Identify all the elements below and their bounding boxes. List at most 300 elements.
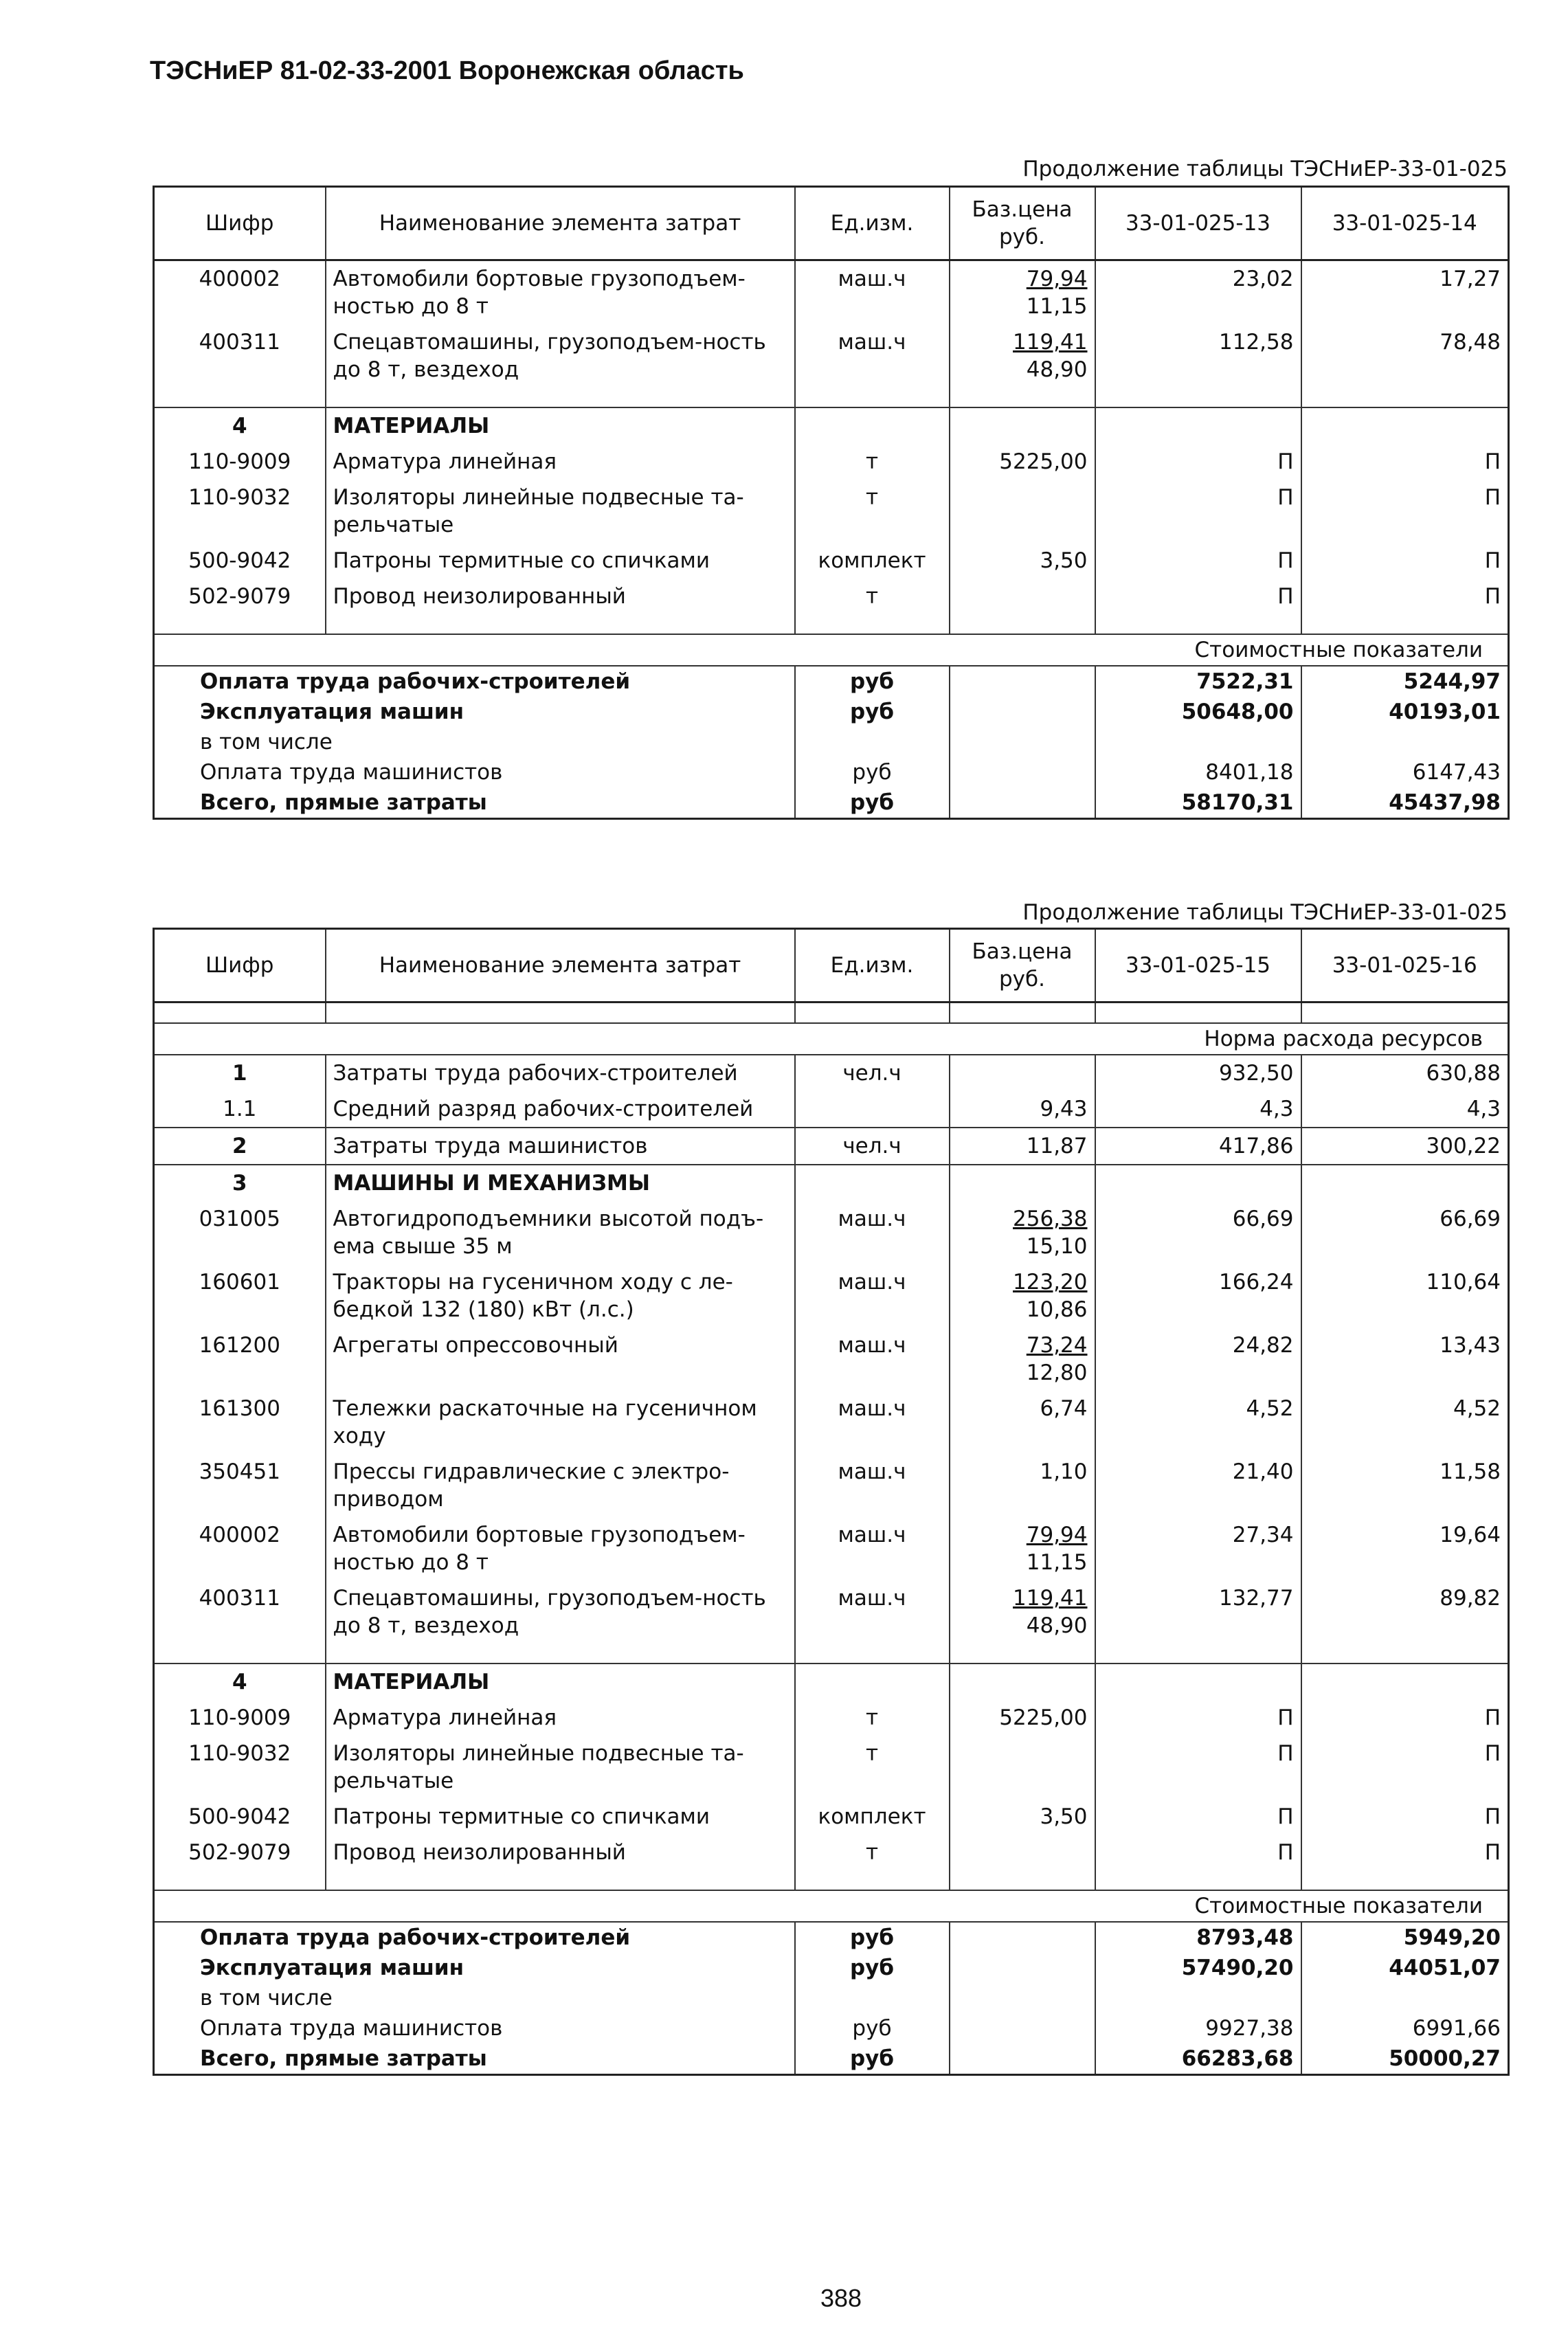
summary-name: Оплата труда рабочих-строителей <box>154 666 795 697</box>
summary-row <box>154 757 1509 787</box>
table-row <box>154 480 1509 543</box>
price-total: 123,20 <box>1013 1270 1088 1295</box>
empty-cell <box>1095 614 1301 634</box>
value-col-a: П <box>1095 579 1301 614</box>
empty-cell <box>950 1003 1095 1024</box>
resource-unit: маш.ч <box>795 1391 950 1454</box>
summary-col-b: 45437,98 <box>1301 787 1509 819</box>
resource-unit: чел.ч <box>795 1128 950 1165</box>
empty-cell <box>950 407 1095 444</box>
value-col-a: 112,58 <box>1095 324 1301 388</box>
section-label: Норма расхода ресурсов <box>326 1023 1509 1055</box>
empty-cell <box>1095 1870 1301 1890</box>
empty-cell <box>1301 1165 1509 1201</box>
resource-table-1 <box>153 186 1510 820</box>
table-row <box>154 1201 1509 1264</box>
value-col-a: П <box>1095 1835 1301 1870</box>
value-col-a: 66,69 <box>1095 1201 1301 1264</box>
summary-name: Оплата труда машинистов <box>200 2016 503 2041</box>
table-header-row <box>154 187 1509 260</box>
header-col-a: 33-01-025-13 <box>1095 187 1301 260</box>
summary-row <box>154 787 1509 819</box>
table-row <box>154 1580 1509 1644</box>
value-col-b: П <box>1301 1736 1509 1799</box>
resource-name: Спецавтомашины, грузоподъем-ность до 8 т, вездеход <box>326 324 795 388</box>
summary-name: Эксплуатация машин <box>200 699 464 724</box>
resource-unit: маш.ч <box>795 1328 950 1391</box>
header-unit: Ед.изм. <box>795 929 950 1003</box>
summary-unit: руб <box>795 787 950 819</box>
empty-cell <box>326 1003 795 1024</box>
summary-unit: руб <box>795 1922 950 1953</box>
summary-col-a: 9927,38 <box>1095 2013 1301 2043</box>
resource-name: Изоляторы линейные подвесные та-рельчатые <box>326 480 795 543</box>
empty-cell <box>950 1922 1095 1953</box>
table-row <box>154 1091 1509 1128</box>
section-row <box>154 1664 1509 1700</box>
resource-code: 400311 <box>199 330 280 355</box>
summary-unit: руб <box>795 2043 950 2075</box>
empty-cell <box>326 614 795 634</box>
price-fraction <box>1013 1584 1087 1639</box>
value-col-b: 78,48 <box>1301 324 1509 388</box>
price-total: 119,41 <box>1013 330 1088 355</box>
summary-col-a <box>1095 1983 1301 2013</box>
resource-code: 500-9042 <box>188 548 291 573</box>
resource-price <box>950 1264 1095 1328</box>
value-col-a: 4,3 <box>1095 1091 1301 1128</box>
resource-name: Затраты труда машинистов <box>326 1128 795 1165</box>
empty-cell <box>154 1003 326 1024</box>
resource-code: 502-9079 <box>188 584 291 609</box>
empty-cell <box>326 1644 795 1664</box>
table-row <box>154 1128 1509 1165</box>
value-col-b: 110,64 <box>1301 1264 1509 1328</box>
resource-name: Спецавтомашины, грузоподъем-ность до 8 т, вездеход <box>326 1580 795 1644</box>
empty-cell <box>154 1644 326 1664</box>
empty-cell <box>950 2043 1095 2075</box>
price-total: 79,94 <box>1026 267 1088 291</box>
price-fraction <box>1040 1395 1087 1422</box>
resource-unit: т <box>795 1835 950 1870</box>
price-fraction <box>1040 1458 1087 1486</box>
price-labor: 12,80 <box>1026 1360 1088 1385</box>
resource-unit: маш.ч <box>795 1201 950 1264</box>
table2-continuation: Продолжение таблицы ТЭСНиЕР-33-01-025 <box>1022 900 1508 925</box>
resource-unit: т <box>795 579 950 614</box>
header-name: Наименование элемента затрат <box>326 929 795 1003</box>
empty-cell <box>1095 407 1301 444</box>
summary-name: Оплата труда машинистов <box>200 760 503 785</box>
resource-name: Затраты труда рабочих-строителей <box>326 1055 795 1091</box>
resource-unit: чел.ч <box>795 1055 950 1091</box>
resource-code: 502-9079 <box>188 1840 291 1865</box>
price-labor: 6,74 <box>1040 1396 1088 1421</box>
table-row <box>154 579 1509 614</box>
resource-price <box>950 1055 1095 1091</box>
header-col-a: 33-01-025-15 <box>1095 929 1301 1003</box>
empty-cell <box>950 787 1095 819</box>
resource-price: 9,43 <box>950 1091 1095 1128</box>
value-col-b: 13,43 <box>1301 1328 1509 1391</box>
summary-name: в том числе <box>200 730 333 754</box>
value-col-a: 24,82 <box>1095 1328 1301 1391</box>
price-fraction <box>1013 1268 1087 1323</box>
value-col-b: П <box>1301 1700 1509 1736</box>
empty-cell <box>326 388 795 407</box>
empty-cell <box>950 1983 1095 2013</box>
price-fraction <box>1013 1205 1087 1260</box>
spacer-row <box>154 1870 1509 1890</box>
value-col-b: 4,52 <box>1301 1391 1509 1454</box>
value-col-a: 27,34 <box>1095 1517 1301 1580</box>
resource-name: Автогидроподъемники высотой подъ-ема свыше 35 м <box>326 1201 795 1264</box>
resource-name: Прессы гидравлические с электро-приводом <box>326 1454 795 1517</box>
empty-cell <box>1301 614 1509 634</box>
empty-cell <box>950 666 1095 697</box>
summary-name: Эксплуатация машин <box>200 1956 464 1980</box>
summary-row <box>154 1983 1509 2013</box>
header-col-b: 33-01-025-16 <box>1301 929 1509 1003</box>
summary-col-a: 50648,00 <box>1095 697 1301 727</box>
empty-cell <box>1301 1664 1509 1700</box>
summary-unit: руб <box>795 697 950 727</box>
value-col-b: 66,69 <box>1301 1201 1509 1264</box>
section-name: МАШИНЫ И МЕХАНИЗМЫ <box>326 1165 795 1201</box>
empty-cell <box>1301 1870 1509 1890</box>
resource-unit: т <box>795 1700 950 1736</box>
empty-cell <box>1301 1003 1509 1024</box>
summary-unit: руб <box>795 1953 950 1983</box>
resource-price <box>950 1517 1095 1580</box>
resource-name: Агрегаты опрессовочный <box>326 1328 795 1391</box>
empty-cell <box>950 1644 1095 1664</box>
spacer-row <box>154 614 1509 634</box>
summary-col-b <box>1301 1983 1509 2013</box>
empty-cell <box>1095 1664 1301 1700</box>
resource-unit: комплект <box>795 543 950 579</box>
resource-unit: маш.ч <box>795 324 950 388</box>
table-row <box>154 1264 1509 1328</box>
value-col-b: П <box>1301 1799 1509 1835</box>
resource-unit: маш.ч <box>795 1454 950 1517</box>
value-col-b: 630,88 <box>1301 1055 1509 1091</box>
value-col-b: П <box>1301 579 1509 614</box>
resource-unit: маш.ч <box>795 260 950 325</box>
table-header-row <box>154 929 1509 1003</box>
header-price: Баз.цена руб. <box>950 187 1095 260</box>
summary-col-b: 6991,66 <box>1301 2013 1509 2043</box>
resource-code: 161300 <box>199 1396 280 1421</box>
value-col-b: П <box>1301 1835 1509 1870</box>
resource-name: Средний разряд рабочих-строителей <box>326 1091 795 1128</box>
table1-continuation: Продолжение таблицы ТЭСНиЕР-33-01-025 <box>1022 157 1508 181</box>
section-row <box>154 407 1509 444</box>
summary-unit: руб <box>795 757 950 787</box>
price-fraction <box>1027 265 1088 320</box>
table-row <box>154 1700 1509 1736</box>
value-col-b: 4,3 <box>1301 1091 1509 1128</box>
value-col-a: П <box>1095 1799 1301 1835</box>
empty-cell <box>1301 407 1509 444</box>
resource-price <box>950 260 1095 325</box>
summary-row <box>154 697 1509 727</box>
value-col-b: П <box>1301 543 1509 579</box>
section-row <box>154 1165 1509 1201</box>
empty-cell <box>950 388 1095 407</box>
summary-col-a: 58170,31 <box>1095 787 1301 819</box>
table-row <box>154 260 1509 325</box>
resource-price: 3,50 <box>950 1799 1095 1835</box>
cost-indicators-label <box>154 1890 1509 1922</box>
empty-cell <box>950 1165 1095 1201</box>
price-total: 119,41 <box>1013 1586 1088 1611</box>
section-name: МАТЕРИАЛЫ <box>326 407 795 444</box>
header-unit: Ед.изм. <box>795 187 950 260</box>
summary-col-b: 44051,07 <box>1301 1953 1509 1983</box>
summary-unit: руб <box>795 666 950 697</box>
resource-name: Арматура линейная <box>326 444 795 480</box>
summary-row <box>154 2013 1509 2043</box>
table-row <box>154 1055 1509 1091</box>
table-row <box>154 1328 1509 1391</box>
resource-code: 1.1 <box>223 1097 257 1121</box>
summary-row <box>154 727 1509 757</box>
resource-price <box>950 324 1095 388</box>
empty-cell <box>950 697 1095 727</box>
summary-name: Всего, прямые затраты <box>200 2046 487 2071</box>
cost-indicators-label <box>154 634 1509 666</box>
resource-price <box>950 480 1095 543</box>
resource-code: 400002 <box>199 1523 280 1547</box>
table-row <box>154 1835 1509 1870</box>
empty-cell <box>795 614 950 634</box>
resource-price <box>950 1391 1095 1454</box>
section-code: 4 <box>154 407 326 444</box>
table-row <box>154 1391 1509 1454</box>
price-labor: 48,90 <box>1026 357 1088 382</box>
spacer-row <box>154 1644 1509 1664</box>
empty-cell <box>1301 388 1509 407</box>
price-fraction <box>1027 1332 1088 1387</box>
price-labor: 10,86 <box>1026 1297 1088 1322</box>
summary-col-a: 57490,20 <box>1095 1953 1301 1983</box>
page-number: 388 <box>820 2284 862 2312</box>
resource-price <box>950 1454 1095 1517</box>
resource-name: Патроны термитные со спичками <box>326 543 795 579</box>
value-col-a: 132,77 <box>1095 1580 1301 1644</box>
empty-cell <box>795 388 950 407</box>
empty-cell <box>1095 1644 1301 1664</box>
summary-col-a: 8793,48 <box>1095 1922 1301 1953</box>
section-name: МАТЕРИАЛЫ <box>326 1664 795 1700</box>
resource-name: Провод неизолированный <box>326 1835 795 1870</box>
header-price: Баз.цена руб. <box>950 929 1095 1003</box>
resource-code: 1 <box>154 1055 326 1091</box>
empty-cell <box>795 1664 950 1700</box>
empty-cell <box>950 1953 1095 1983</box>
resource-code: 110-9032 <box>188 1741 291 1766</box>
value-col-a: 21,40 <box>1095 1454 1301 1517</box>
summary-col-b: 5244,97 <box>1301 666 1509 697</box>
resource-name: Автомобили бортовые грузоподъем-ностью до 8 т <box>326 260 795 325</box>
summary-unit <box>795 727 950 757</box>
empty-cell <box>795 1644 950 1664</box>
price-total: 79,94 <box>1026 1523 1088 1547</box>
resource-price: 5225,00 <box>950 444 1095 480</box>
summary-row <box>154 1953 1509 1983</box>
price-fraction <box>1027 1521 1088 1576</box>
empty-cell <box>154 388 326 407</box>
table-row <box>154 1517 1509 1580</box>
resource-name: Тележки раскаточные на гусеничном ходу <box>326 1391 795 1454</box>
summary-col-a: 66283,68 <box>1095 2043 1301 2075</box>
value-col-b: 17,27 <box>1301 260 1509 325</box>
header-code: Шифр <box>154 929 326 1003</box>
empty-cell <box>795 1870 950 1890</box>
resource-name: Изоляторы линейные подвесные та-рельчатые <box>326 1736 795 1799</box>
empty-cell <box>154 1870 326 1890</box>
resource-unit: комплект <box>795 1799 950 1835</box>
value-col-b: 11,58 <box>1301 1454 1509 1517</box>
resource-name: Провод неизолированный <box>326 579 795 614</box>
empty-cell <box>795 1165 950 1201</box>
spacer-row <box>154 1003 1509 1024</box>
empty-cell <box>326 1870 795 1890</box>
summary-unit <box>795 1983 950 2013</box>
summary-name: в том числе <box>200 1986 333 2010</box>
summary-col-b: 5949,20 <box>1301 1922 1509 1953</box>
section-label: Стоимостные показатели <box>326 634 1509 666</box>
resource-code: 500-9042 <box>188 1804 291 1829</box>
empty-cell <box>950 727 1095 757</box>
value-col-a: П <box>1095 480 1301 543</box>
resource-code: 110-9009 <box>188 449 291 474</box>
table-row <box>154 444 1509 480</box>
resource-price <box>950 1736 1095 1799</box>
value-col-b: П <box>1301 444 1509 480</box>
value-col-a: 932,50 <box>1095 1055 1301 1091</box>
summary-col-b <box>1301 727 1509 757</box>
resource-unit <box>795 1091 950 1128</box>
table-row <box>154 543 1509 579</box>
summary-col-b: 6147,43 <box>1301 757 1509 787</box>
norm-label <box>154 1023 1509 1055</box>
value-col-a: 23,02 <box>1095 260 1301 325</box>
empty-cell <box>1095 1003 1301 1024</box>
resource-unit: т <box>795 1736 950 1799</box>
resource-unit: маш.ч <box>795 1580 950 1644</box>
table-row <box>154 1736 1509 1799</box>
resource-code: 2 <box>154 1128 326 1165</box>
resource-unit: маш.ч <box>795 1517 950 1580</box>
resource-unit: т <box>795 444 950 480</box>
summary-unit: руб <box>795 2013 950 2043</box>
value-col-b: 89,82 <box>1301 1580 1509 1644</box>
resource-price: 11,87 <box>950 1128 1095 1165</box>
resource-unit: т <box>795 480 950 543</box>
section-code: 4 <box>154 1664 326 1700</box>
table-row <box>154 324 1509 388</box>
resource-code: 110-9032 <box>188 485 291 510</box>
empty-cell <box>1095 1165 1301 1201</box>
resource-code: 160601 <box>199 1270 280 1295</box>
value-col-b: 300,22 <box>1301 1128 1509 1165</box>
empty-cell <box>154 614 326 634</box>
price-fraction <box>1013 328 1087 383</box>
resource-table-2 <box>153 928 1510 2076</box>
section-code: 3 <box>154 1165 326 1201</box>
resource-code: 031005 <box>199 1207 280 1231</box>
resource-price <box>950 1835 1095 1870</box>
price-total: 73,24 <box>1026 1333 1088 1358</box>
resource-code: 350451 <box>199 1459 280 1484</box>
value-col-b: П <box>1301 480 1509 543</box>
empty-cell <box>1301 1644 1509 1664</box>
value-col-a: 417,86 <box>1095 1128 1301 1165</box>
page-header: ТЭСНиЕР 81-02-33-2001 Воронежская область <box>150 56 744 85</box>
summary-col-b: 50000,27 <box>1301 2043 1509 2075</box>
summary-col-a <box>1095 727 1301 757</box>
price-labor: 15,10 <box>1026 1234 1088 1259</box>
resource-code: 161200 <box>199 1333 280 1358</box>
value-col-a: П <box>1095 444 1301 480</box>
summary-col-b: 40193,01 <box>1301 697 1509 727</box>
summary-row <box>154 1922 1509 1953</box>
resource-code: 400002 <box>199 267 280 291</box>
price-labor: 48,90 <box>1026 1613 1088 1638</box>
empty-cell <box>154 1890 326 1922</box>
empty-cell <box>1095 388 1301 407</box>
resource-price: 5225,00 <box>950 1700 1095 1736</box>
table-row <box>154 1454 1509 1517</box>
empty-cell <box>950 2013 1095 2043</box>
empty-cell <box>950 1664 1095 1700</box>
price-labor: 11,15 <box>1026 294 1088 319</box>
resource-code: 400311 <box>199 1586 280 1611</box>
empty-cell <box>795 407 950 444</box>
header-name: Наименование элемента затрат <box>326 187 795 260</box>
section-label: Стоимостные показатели <box>326 1890 1509 1922</box>
value-col-a: П <box>1095 543 1301 579</box>
resource-unit: маш.ч <box>795 1264 950 1328</box>
resource-price <box>950 1201 1095 1264</box>
empty-cell <box>154 634 326 666</box>
price-labor: 11,15 <box>1026 1550 1088 1575</box>
resource-price <box>950 1328 1095 1391</box>
resource-name: Тракторы на гусеничном ходу с ле-бедкой 132 (180) кВт (л.с.) <box>326 1264 795 1328</box>
empty-cell <box>950 757 1095 787</box>
resource-price <box>950 1580 1095 1644</box>
value-col-a: 166,24 <box>1095 1264 1301 1328</box>
summary-col-a: 7522,31 <box>1095 666 1301 697</box>
empty-cell <box>950 1870 1095 1890</box>
resource-price <box>950 579 1095 614</box>
header-col-b: 33-01-025-14 <box>1301 187 1509 260</box>
value-col-a: П <box>1095 1736 1301 1799</box>
value-col-a: 4,52 <box>1095 1391 1301 1454</box>
table-row <box>154 1799 1509 1835</box>
empty-cell <box>795 1003 950 1024</box>
summary-name: Всего, прямые затраты <box>200 790 487 815</box>
value-col-b: 19,64 <box>1301 1517 1509 1580</box>
resource-name: Арматура линейная <box>326 1700 795 1736</box>
empty-cell <box>154 1023 326 1055</box>
resource-price: 3,50 <box>950 543 1095 579</box>
summary-name: Оплата труда рабочих-строителей <box>154 1922 795 1953</box>
price-labor: 1,10 <box>1040 1459 1088 1484</box>
spacer-row <box>154 388 1509 407</box>
